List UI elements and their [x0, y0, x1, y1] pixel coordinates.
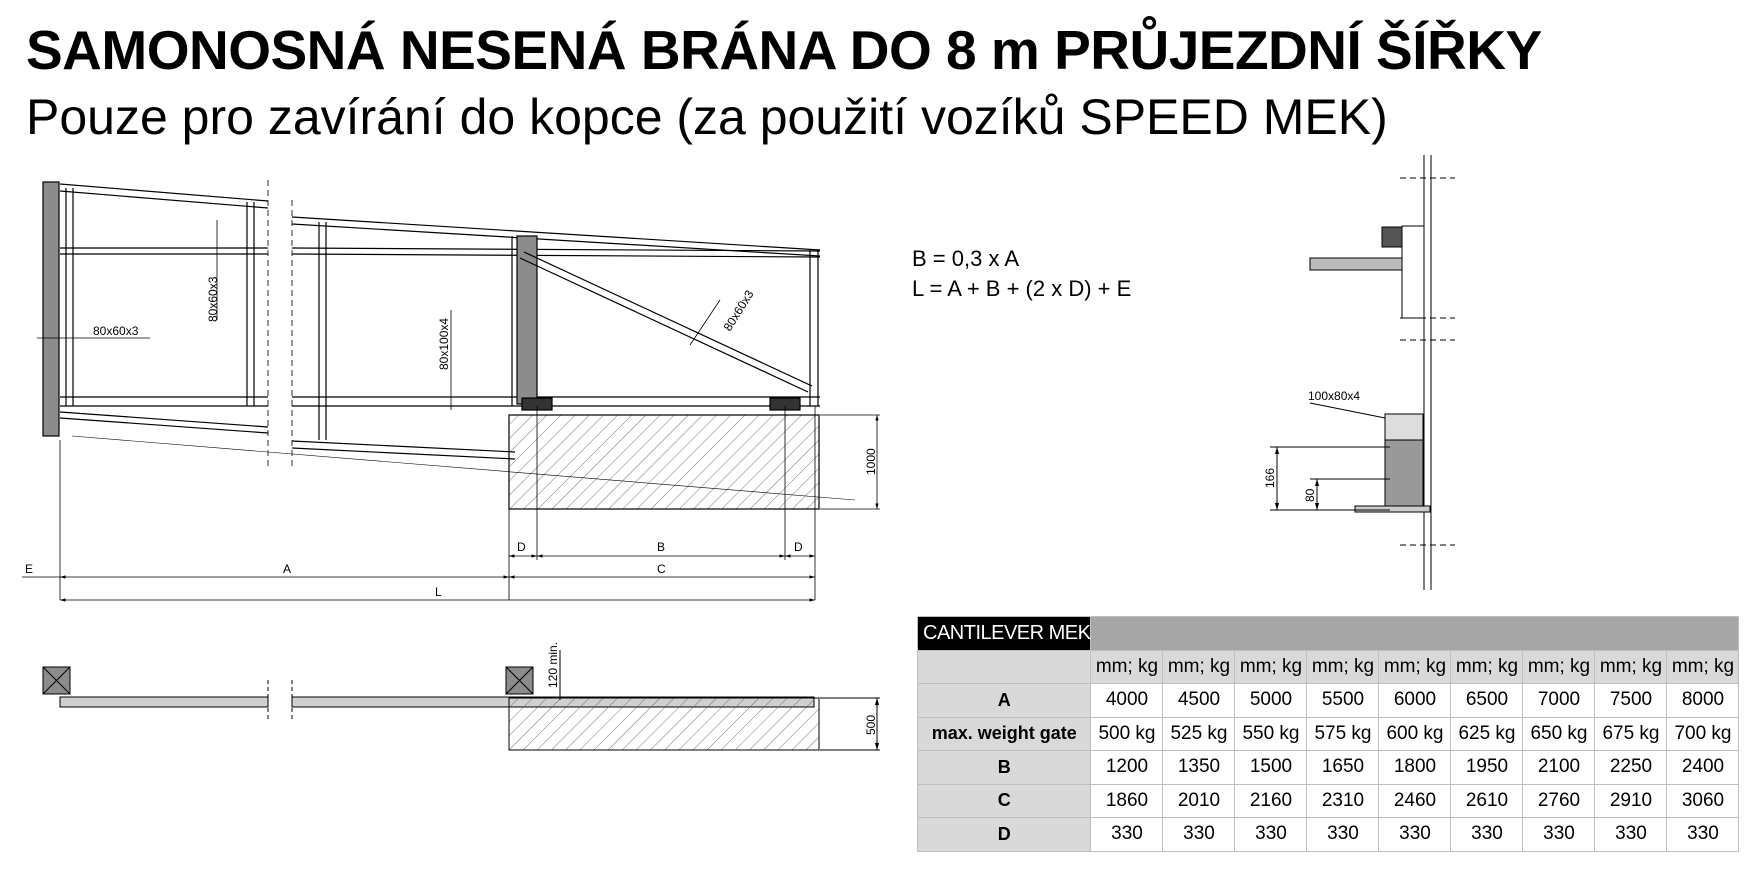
plan-depth-label: 500 [864, 714, 878, 735]
plan-foundation [509, 698, 819, 750]
spec-table [917, 616, 1739, 852]
dim-c-label: C [657, 562, 666, 576]
page-title: SAMONOSNÁ NESENÁ BRÁNA DO 8 m PRŮJEZDNÍ ŠÍŘKY [26, 19, 1542, 81]
table-row-weight: max. weight gate 500 kg 525 kg 550 kg 575 kg 600 kg 625 kg 650 kg 675 kg 700 kg [918, 717, 1739, 751]
left-post [43, 182, 59, 436]
profile-top-label: 80x60x3 [206, 276, 220, 322]
dim-b-label: B [657, 540, 666, 554]
profile-vertical-label: 80x100x4 [437, 317, 451, 370]
side-profile-label: 100x80x4 [1308, 389, 1361, 403]
table-brand-row [918, 617, 1739, 651]
side-80-label: 80 [1303, 488, 1317, 502]
front-elevation [43, 180, 855, 600]
plan-clearance-label: 120 min. [546, 641, 560, 688]
dim-l-label: L [435, 585, 442, 599]
plan-view [43, 650, 880, 750]
formula-l: L = A + B + (2 x D) + E [912, 276, 1132, 301]
spec-table-wrap [917, 616, 1739, 852]
table-row-a: A 4000 4500 5000 5500 6000 6500 7000 7500 8000 [918, 684, 1739, 718]
dim-d1-label: D [517, 540, 526, 554]
page-subtitle: Pouze pro zavírání do kopce (za použití vozíků SPEED MEK) [26, 89, 1388, 145]
dim-a-label: A [283, 562, 292, 576]
table-row-d: D 330 330 330 330 330 330 330 330 330 [918, 818, 1739, 852]
dim-d2-label: D [794, 540, 803, 554]
front-dimensions [22, 220, 880, 600]
height-1000-label: 1000 [864, 448, 878, 475]
table-brand: CANTILEVER MEK [918, 617, 1091, 651]
dim-e-label: E [25, 562, 34, 576]
table-row-b: B 1200 1350 1500 1650 1800 1950 2100 2250 2400 [918, 751, 1739, 785]
profile-diagonal-label: 80x60x3 [720, 287, 757, 334]
profile-left-label: 80x60x3 [93, 324, 139, 338]
side-section [1270, 155, 1455, 590]
formula-b: B = 0,3 x A [912, 246, 1020, 271]
table-row-c: C 1860 2010 2160 2310 2460 2610 2760 2910 3060 [918, 784, 1739, 818]
foundation [509, 415, 819, 509]
table-unit-row: mm; kg mm; kg mm; kg mm; kg mm; kg mm; kg mm; kg mm; kg mm; kg [918, 650, 1739, 684]
side-166-label: 166 [1263, 467, 1277, 488]
